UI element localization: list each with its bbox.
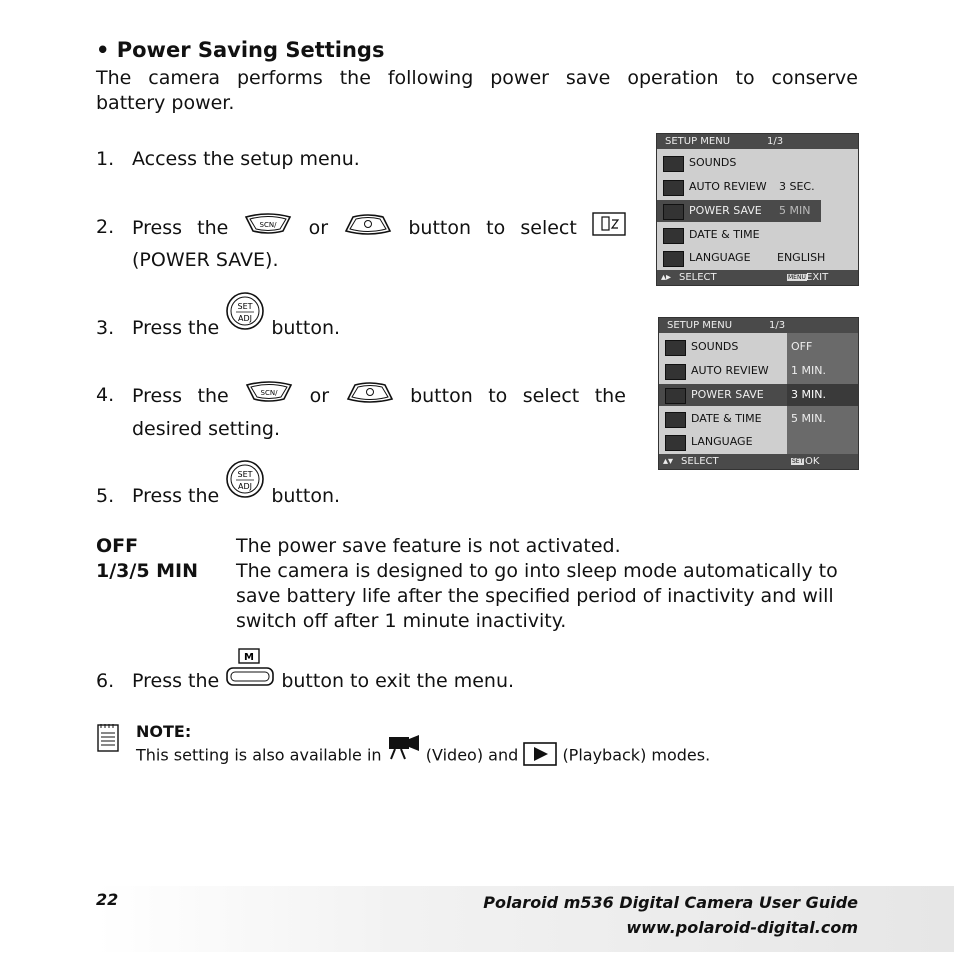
step-word: to — [486, 216, 506, 239]
menu-footer-bar — [657, 270, 858, 285]
menu-page: 1/3 — [767, 136, 784, 147]
intro-line-2: battery power. — [96, 92, 235, 114]
menu-row-value: 3 SEC. — [779, 180, 815, 193]
desc-off: The power save feature is not activated. — [236, 535, 621, 557]
option-off: OFF — [791, 340, 813, 353]
step-1 — [96, 146, 360, 172]
option-1-min: 1 MIN. — [791, 364, 826, 377]
step-word: Press — [132, 216, 183, 239]
menu-row-power-save — [657, 200, 821, 222]
set-adj-button-icon — [225, 290, 265, 339]
note-text — [136, 742, 710, 770]
power-save-icon — [663, 204, 684, 220]
step-number: 3. — [96, 317, 115, 339]
step-number: 6. — [96, 670, 115, 692]
step-word: select — [522, 384, 580, 407]
section-heading: • Power Saving Settings — [96, 38, 385, 62]
step-4 — [96, 382, 132, 408]
menu-row-auto-review — [659, 360, 787, 382]
step-word: to — [488, 384, 508, 407]
menu-row-label: DATE & TIME — [689, 228, 760, 241]
video-camera-icon — [387, 733, 421, 765]
menu-row-label: POWER SAVE — [691, 388, 764, 401]
footer-ok-label: OK — [805, 456, 820, 467]
menu-row-sounds — [657, 152, 858, 174]
self-timer-button-icon — [345, 380, 395, 411]
speaker-icon — [665, 340, 686, 356]
speaker-icon — [663, 156, 684, 172]
menu-row-date-time — [657, 224, 858, 246]
self-timer-button-icon — [343, 212, 393, 243]
menu-row-label: LANGUAGE — [691, 435, 753, 448]
step-number: 2. — [96, 216, 115, 238]
note-text-part: (Video) and — [425, 745, 519, 765]
term-min: 1/3/5 MIN — [96, 560, 199, 582]
step-word: the — [594, 384, 626, 407]
step-word: the — [197, 216, 229, 239]
step-5 — [96, 470, 341, 509]
menu-row-language — [657, 247, 858, 269]
menu-page: 1/3 — [769, 320, 786, 331]
step-text: Press the — [132, 485, 220, 507]
menu-footer-bar — [659, 454, 858, 469]
footer-exit-label: EXIT — [806, 272, 829, 283]
step-text: Press the — [132, 317, 220, 339]
menu-row-auto-review — [657, 176, 858, 198]
step-word: button — [410, 384, 473, 407]
step-text: button. — [271, 485, 341, 507]
footer-select-label: SELECT — [681, 456, 719, 467]
svg-text:SET: SET — [237, 302, 253, 311]
footer-select-label: SELECT — [679, 272, 717, 283]
desc-min: The camera is designed to go into sleep mode automatically to save battery life after the specified period of inactivity and will switch off after 1 minute inactivity. — [236, 560, 838, 632]
footer-url: www.polaroid-digital.com — [626, 918, 858, 937]
review-icon — [665, 364, 686, 380]
language-icon — [665, 435, 686, 451]
step-text: button to exit the menu. — [281, 670, 515, 692]
svg-text:ADJ: ADJ — [238, 482, 253, 491]
step-6 — [96, 652, 515, 695]
menu-row-label: AUTO REVIEW — [689, 180, 767, 193]
step-2-line — [132, 212, 626, 243]
menu-row-date-time — [659, 408, 787, 430]
set-key-icon: SET — [792, 458, 804, 465]
footer-title: Polaroid m536 Digital Camera User Guide — [483, 893, 858, 912]
step-3 — [96, 302, 341, 341]
menu-row-value: 5 MIN — [779, 204, 811, 217]
menu-title-bar — [659, 318, 858, 333]
step-word: the — [197, 384, 229, 407]
menu-title: SETUP MENU — [667, 320, 733, 331]
set-adj-button-icon — [225, 458, 265, 507]
menu-title: SETUP MENU — [665, 136, 731, 147]
step-2-line-2: (POWER SAVE). — [132, 249, 279, 271]
step-word: button — [408, 216, 472, 239]
step-word: Press — [132, 384, 183, 407]
power-save-icon — [592, 212, 626, 243]
step-text: button. — [271, 317, 341, 339]
menu-button-icon — [225, 648, 275, 695]
term-off: OFF — [96, 535, 139, 557]
menu-title-bar — [657, 134, 858, 149]
step-word: or — [308, 216, 329, 239]
step-word: or — [309, 384, 330, 407]
option-5-min: 5 MIN. — [791, 412, 826, 425]
page-number: 22 — [96, 890, 119, 909]
option-3-min: 3 MIN. — [787, 384, 858, 406]
calendar-icon — [665, 412, 686, 428]
scn-button-icon — [243, 212, 293, 243]
menu-row-label: SOUNDS — [691, 340, 739, 353]
step-number: 1. — [96, 148, 115, 170]
menu-row-label: DATE & TIME — [691, 412, 762, 425]
svg-text:M: M — [244, 652, 255, 663]
menu-row-label: POWER SAVE — [689, 204, 762, 217]
updown-arrows-icon: ▴▸ — [661, 272, 672, 283]
review-icon — [663, 180, 684, 196]
step-number: 4. — [96, 384, 115, 406]
updown-arrows-icon: ▴▾ — [663, 456, 674, 467]
step-text: Press the — [132, 670, 220, 692]
step-4-line-2: desired setting. — [132, 418, 281, 440]
notepad-icon — [96, 723, 120, 757]
language-icon — [663, 251, 684, 267]
menu-row-power-save — [659, 384, 787, 406]
menu-row-language — [659, 431, 787, 453]
playback-icon — [523, 742, 557, 770]
step-word: select — [520, 216, 577, 239]
setup-menu-screen-1 — [656, 133, 859, 286]
note-text-part: (Playback) modes. — [562, 745, 711, 765]
power-save-icon — [665, 388, 686, 404]
menu-row-value: ENGLISH — [777, 251, 826, 264]
menu-key-icon: MENU — [788, 274, 806, 281]
intro-line-1: The camera performs the following power save operation to conserve — [96, 67, 858, 89]
step-text: Access the setup menu. — [132, 148, 360, 170]
svg-text:SET: SET — [237, 470, 253, 479]
calendar-icon — [663, 228, 684, 244]
step-4-line — [132, 380, 626, 411]
note-label: NOTE: — [136, 722, 192, 741]
menu-row-sounds — [659, 336, 787, 358]
svg-text:ADJ: ADJ — [238, 314, 253, 323]
menu-row-label: LANGUAGE — [689, 251, 751, 264]
svg-text:SCN/: SCN/ — [260, 221, 277, 229]
menu-row-label: AUTO REVIEW — [691, 364, 769, 377]
menu-row-label: SOUNDS — [689, 156, 737, 169]
svg-text:SCN/: SCN/ — [260, 389, 278, 397]
note-text-part: This setting is also available in — [136, 745, 382, 765]
setup-menu-screen-2 — [658, 317, 859, 470]
step-2 — [96, 214, 132, 240]
scn-button-icon — [244, 380, 294, 411]
step-number: 5. — [96, 485, 115, 507]
